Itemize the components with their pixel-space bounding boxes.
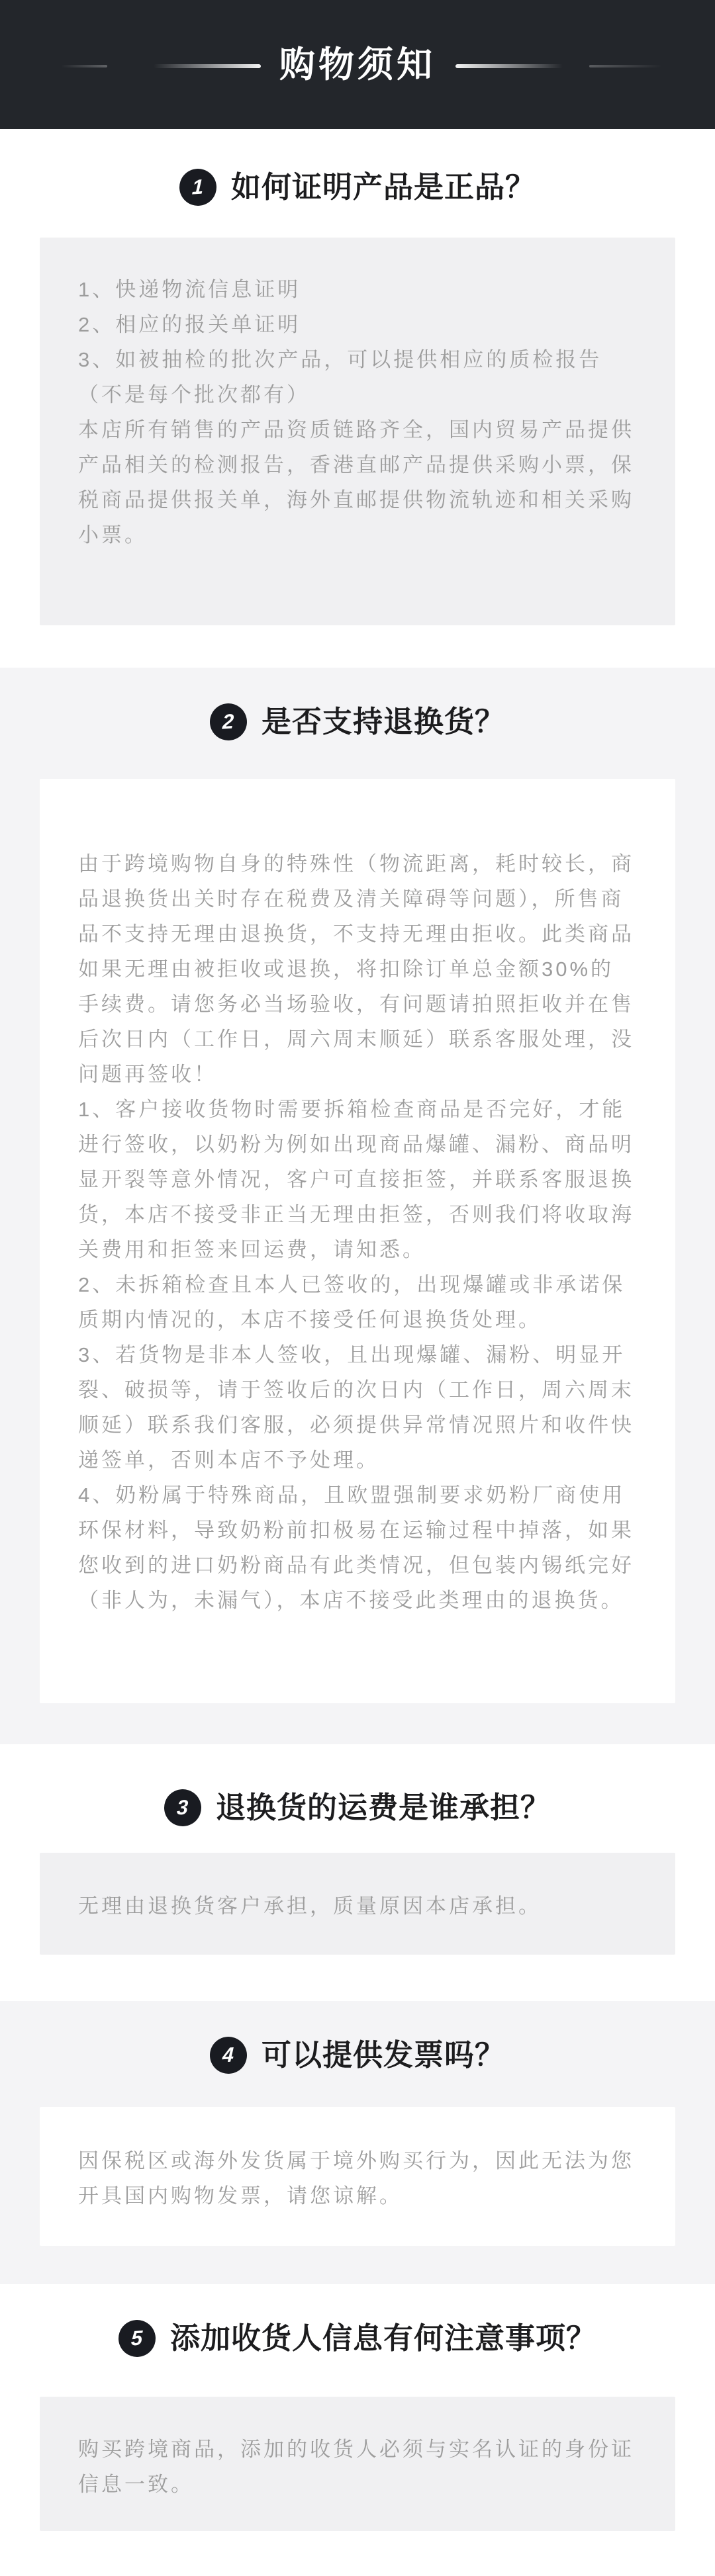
question-title: 是否支持退换货？ <box>261 705 505 738</box>
answer-paragraph: 购买跨境商品，添加的收货人必须与实名认证的身份证信息一致。 <box>78 2438 634 2496</box>
answer-card-returns <box>40 779 675 1703</box>
bottom-spacer <box>0 2531 715 2576</box>
answer-paragraph: 本店所有销售的产品资质链路齐全，国内贸易产品提供产品相关的检测报告，香港直邮产品提供采购小票，保税商品提供报关单，海外直邮提供物流轨迹和相关采购小票。 <box>78 418 634 547</box>
number-badge-1 <box>178 167 218 207</box>
list-item: 2、相应的报关单证明 <box>78 313 301 336</box>
question-title: 添加收货人信息有何注意事项？ <box>169 2321 596 2355</box>
page-title: 购物须知 <box>279 45 436 85</box>
answer-paragraph: 无理由退换货客户承担，质量原因本店承担。 <box>78 1894 542 1918</box>
list-item: 3、若货物是非本人签收，且出现爆罐、漏粉、明显开裂、破损等，请于签收后的次日内（工作日，周六周末顺延）联系我们客服，必须提供异常情况照片和收件快递签单，否则本店不予处理。 <box>78 1343 634 1472</box>
page-header <box>0 0 715 129</box>
list-item: 1、快递物流信息证明 <box>78 278 301 301</box>
number-badge-2 <box>209 702 248 742</box>
answer-card-recipient <box>40 2397 675 2531</box>
question-title: 如何证明产品是正品？ <box>230 170 536 204</box>
number-badge-3 <box>163 1788 203 1828</box>
question-heading-1 <box>0 167 715 207</box>
question-heading-2 <box>0 668 715 742</box>
badge-digit: 4 <box>222 2043 235 2067</box>
question-title: 退换货的运费是谁承担？ <box>215 1791 551 1824</box>
badge-digit: 1 <box>191 175 205 199</box>
answer-card-invoice <box>40 2107 675 2246</box>
section-returns <box>0 668 715 1744</box>
question-heading-5 <box>0 2319 715 2358</box>
section-recipient-info <box>0 2319 715 2531</box>
number-badge-4 <box>209 2035 248 2075</box>
number-badge-5 <box>117 2319 157 2358</box>
list-item: 3、如被抽检的批次产品，可以提供相应的质检报告（不是每个批次都有） <box>78 348 602 406</box>
list-item: 2、未拆箱检查且本人已签收的，出现爆罐或非承诺保质期内情况的，本店不接受任何退换货处理。 <box>78 1273 626 1331</box>
answer-paragraph: 由于跨境购物自身的特殊性（物流距离，耗时较长，商品退换货出关时存在税费及清关障碍等问题），所售商品不支持无理由退换货，不支持无理由拒收。此类商品如果无理由被拒收或退换，将扣除订单总金额30%的手续费。请您务必当场验收，有问题请拍照拒收并在售后次日内（工作日，周六周末顺延）联系客服处理，没问题再签收！ <box>78 852 634 1086</box>
badge-digit: 2 <box>222 709 235 734</box>
list-item: 4、奶粉属于特殊商品，且欧盟强制要求奶粉厂商使用环保材料，导致奶粉前扣极易在运输过程中掉落，如果您收到的进口奶粉商品有此类情况，但包装内锡纸完好（非人为，未漏气），本店不接受此类理由的退换货。 <box>78 1484 634 1612</box>
question-heading-4 <box>0 2001 715 2075</box>
list-item: 1、客户接收货物时需要拆箱检查商品是否完好，才能进行签收，以奶粉为例如出现商品爆罐、漏粉、商品明显开裂等意外情况，客户可直接拒签，并联系客服退换货，本店不接受非正当无理由拒签，否则我们将收取海关费用和拒签来回运费，请知悉。 <box>78 1098 634 1261</box>
badge-digit: 3 <box>176 1795 189 1820</box>
question-heading-3 <box>0 1788 715 1828</box>
section-authenticity <box>0 167 715 625</box>
answer-card-authenticity <box>40 238 675 625</box>
answer-paragraph: 因保税区或海外发货属于境外购买行为，因此无法为您开具国内购物发票，请您谅解。 <box>78 2149 634 2207</box>
answer-card-shipping-fee <box>40 1853 675 1955</box>
badge-digit: 5 <box>130 2326 144 2350</box>
section-return-shipping-fee <box>0 1788 715 1955</box>
question-title: 可以提供发票吗？ <box>261 2038 505 2072</box>
divider-line-right-icon <box>455 64 563 68</box>
section-invoice <box>0 2001 715 2284</box>
